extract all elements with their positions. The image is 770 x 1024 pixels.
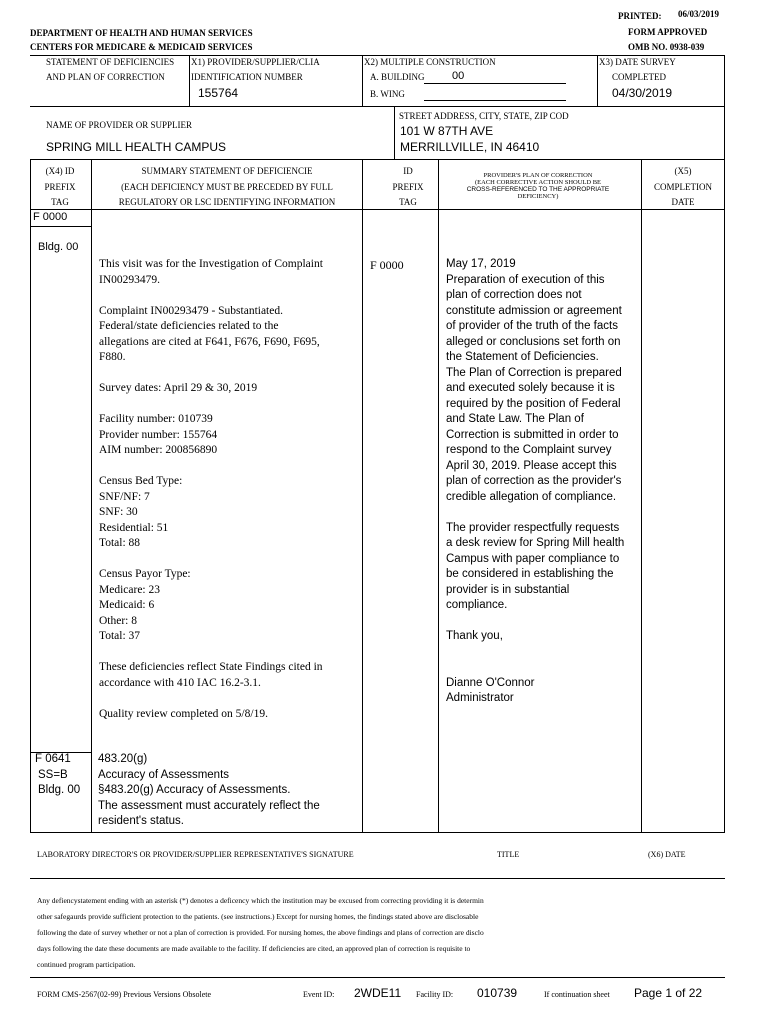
summary-para: These deficiencies reflect State Findings cited in accordance with 410 IAC 16.2-3.1. xyxy=(99,661,323,689)
plan-header-3: CROSS-REFERENCED TO THE APPROPRIATE xyxy=(466,186,610,193)
id-header-2: PREFIX xyxy=(392,182,424,192)
summary-para: Facility number: 010739 Provider number: 155764 AIM number: 200856890 xyxy=(99,413,218,456)
divider xyxy=(641,159,642,832)
provider-name-value: SPRING MILL HEALTH CAMPUS xyxy=(46,140,227,154)
wing-underline xyxy=(424,100,566,101)
id-header-3: TAG xyxy=(399,197,417,207)
x1-label-2: IDENTIFICATION NUMBER xyxy=(191,72,303,82)
f0641-tag-block xyxy=(35,752,80,799)
plan-header-4: DEFICIENCY) xyxy=(517,193,559,200)
statement-label-2: AND PLAN OF CORRECTION xyxy=(46,72,165,82)
summary-para: Census Payor Type: Medicare: 23 Medicaid: 6 Other: 8 Total: 37 xyxy=(99,568,191,642)
building-label: A. BUILDING xyxy=(370,72,425,82)
plan-para: Dianne O'Connor Administrator xyxy=(446,676,535,704)
x4-header-1: (X4) ID xyxy=(45,166,75,176)
divider xyxy=(724,55,725,832)
summary-header-3: REGULATORY OR LSC IDENTIFYING INFORMATION xyxy=(118,197,336,207)
divider xyxy=(91,159,92,832)
divider xyxy=(30,159,724,160)
x5-header-3: DATE xyxy=(671,197,695,207)
summary-header-2: (EACH DEFICIENCY MUST BE PRECEDED BY FULL xyxy=(121,182,333,192)
tag-f0000: F 0000 xyxy=(33,211,68,223)
plan-header-2: (EACH CORRECTIVE ACTION SHOULD BE xyxy=(474,179,602,186)
divider xyxy=(30,832,725,833)
divider xyxy=(30,159,31,832)
form-number: FORM CMS-2567(02-99) Previous Versions Obsolete xyxy=(37,990,212,999)
divider xyxy=(30,209,724,210)
divider xyxy=(30,226,91,227)
x5-header-1: (X5) xyxy=(674,166,692,176)
provider-name-label: NAME OF PROVIDER OR SUPPLIER xyxy=(46,120,193,130)
bldg-label: Bldg. 00 xyxy=(38,784,81,796)
summary-para: Census Bed Type: SNF/NF: 7 SNF: 30 Residential: 51 Total: 88 xyxy=(99,475,183,549)
id-header-1: ID xyxy=(403,166,413,176)
divider xyxy=(394,107,395,159)
event-id-value: 2WDE11 xyxy=(354,986,402,1000)
provider-id-value: 155764 xyxy=(198,86,239,100)
f641-text xyxy=(98,752,360,830)
bldg-label: Bldg. 00 xyxy=(38,241,79,253)
divider xyxy=(438,159,439,832)
divider xyxy=(597,55,598,107)
divider xyxy=(362,55,363,107)
building-underline xyxy=(424,83,566,84)
statement-label-1: STATEMENT OF DEFICIENCIES xyxy=(46,57,175,67)
omb-number: OMB NO. 0938-039 xyxy=(628,42,705,52)
page-number: Page 1 of 22 xyxy=(634,986,703,1000)
tag-f0641: F 0641 xyxy=(35,753,71,765)
footnote-line: following the date of survey whether or not a plan of correction is provided. For nursing homes, the above findings and plans of correction are disclo xyxy=(37,928,484,937)
footnote xyxy=(37,893,727,973)
signature-label: LABORATORY DIRECTOR'S OR PROVIDER/SUPPLIER REPRESENTATIVE'S SIGNATURE xyxy=(37,850,354,859)
building-value: 00 xyxy=(452,70,465,82)
continuation-label: If continuation sheet xyxy=(544,990,610,999)
scope-severity: SS=B xyxy=(38,768,68,781)
summary-para: Complaint IN00293479 - Substantiated. Federal/state deficiencies related to the allegations are cited at F641, F676, F690, F695, F880. xyxy=(99,304,320,363)
divider xyxy=(30,106,724,107)
address-line-2: MERRILLVILLE, IN 46410 xyxy=(400,140,540,154)
summary-text xyxy=(99,257,361,722)
x5-header-2: COMPLETION xyxy=(654,182,712,192)
x3-label-1: X3) DATE SURVEY xyxy=(599,57,676,67)
department-title: DEPARTMENT OF HEALTH AND HUMAN SERVICES xyxy=(30,28,253,38)
printed-label: PRINTED: xyxy=(618,11,662,21)
title-label: TITLE xyxy=(497,850,520,859)
event-id-label: Event ID: xyxy=(303,990,335,999)
summary-para: This visit was for the Investigation of Complaint IN00293479. xyxy=(99,258,323,286)
divider xyxy=(30,977,725,978)
summary-header-1: SUMMARY STATEMENT OF DEFICIENCIE xyxy=(141,166,313,176)
footnote-line: continued program participation. xyxy=(37,960,136,969)
x1-label-1: X1) PROVIDER/SUPPLIER/CLIA xyxy=(191,57,320,67)
date-label: (X6) DATE xyxy=(648,850,686,859)
plan-header-1: PROVIDER'S PLAN OF CORRECTION xyxy=(483,172,593,179)
plan-header xyxy=(446,172,630,200)
x4-header-3: TAG xyxy=(51,197,69,207)
cms-title: CENTERS FOR MEDICARE & MEDICAID SERVICES xyxy=(30,42,253,52)
facility-id-value: 010739 xyxy=(477,986,518,1000)
facility-id-label: Facility ID: xyxy=(416,990,454,999)
address-label: STREET ADDRESS, CITY, STATE, ZIP COD xyxy=(399,111,569,121)
summary-para: Survey dates: April 29 & 30, 2019 xyxy=(99,382,258,394)
form-approved: FORM APPROVED xyxy=(628,27,708,37)
summary-para: Quality review completed on 5/8/19. xyxy=(99,707,268,720)
divider xyxy=(189,55,190,107)
divider xyxy=(30,878,725,879)
plan-para: May 17, 2019 Preparation of execution of this plan of correction does not constitute admission or agreement of provider of the truth of the facts alleged or conclusions set forth on the Statement of Deficiencies. The Plan of Correction is prepared and executed solely because it is required by the position of Federal and State Law. The Plan of Correction is submitted in order to respond to the Complaint survey April 30, 2019. Please accept this plan of correction as the provider's credible allegation of compliance. xyxy=(446,258,622,503)
divider xyxy=(362,159,363,832)
plan-para: The provider respectfully requests a desk review for Spring Mill health Campus with paper compliance to be considered in establishing the provider is in substantial compliance. xyxy=(446,521,625,611)
f641-para: 483.20(g) Accuracy of Assessments §483.20(g) Accuracy of Assessments. The assessment must accurately reflect the resident's status. xyxy=(98,753,320,827)
address-line-1: 101 W 87TH AVE xyxy=(400,124,494,138)
x3-label-2: COMPLETED xyxy=(612,72,666,82)
footnote-line: other safegaurds provide sufficient protection to the patients. (see instructions.) Except for nursing homes, the findings stated above are disclosable xyxy=(37,912,479,921)
plan-para: Thank you, xyxy=(446,630,503,642)
id-block-top-rule xyxy=(30,55,724,56)
plan-text xyxy=(446,257,640,707)
x2-label: X2) MULTIPLE CONSTRUCTION xyxy=(364,57,496,67)
printed-date: 06/03/2019 xyxy=(678,9,720,19)
x4-header-2: PREFIX xyxy=(44,182,76,192)
survey-date-value: 04/30/2019 xyxy=(612,86,673,100)
id-prefix-f0000: F 0000 xyxy=(370,258,404,272)
wing-label: B. WING xyxy=(370,89,405,99)
footnote-line: Any defiencystatement ending with an asterisk (*) denotes a deficency which the institution may be excused from correcting providing it is determin xyxy=(37,896,484,905)
footnote-line: days following the date these documents are made available to the facility. If deficiencies are cited, an approved plan of correction is requisite to xyxy=(37,944,471,953)
